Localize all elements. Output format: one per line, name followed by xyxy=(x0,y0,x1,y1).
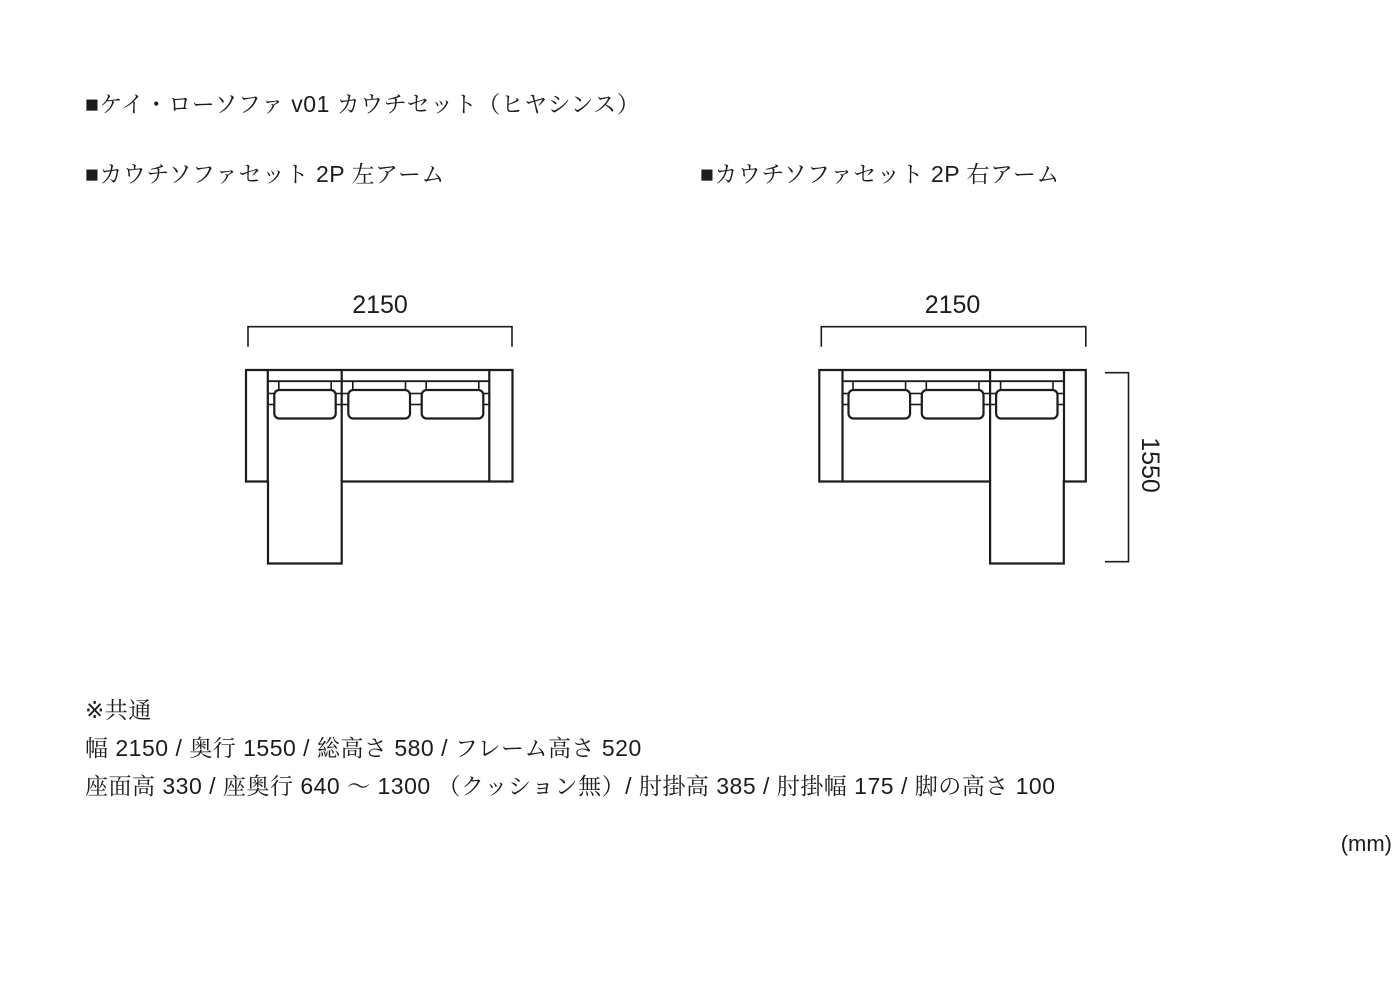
common-specs-block xyxy=(85,691,1056,805)
right-width-dimension-bracket xyxy=(821,327,1086,347)
specs-heading: ※共通 xyxy=(85,697,152,723)
sofa-top-view-left-arm xyxy=(246,370,513,564)
left-arm-couch-diagram xyxy=(240,285,540,585)
specs-line-2: 座面高 330 / 座奥行 640 ～ 1300 （クッション無）/ 肘掛高 385 / 肘掛幅 175 / 脚の高さ 100 xyxy=(85,773,1056,799)
right-diagram-caption: ■カウチソファセット 2P 右アーム xyxy=(700,161,1060,187)
page-title: ■ケイ・ローソファ v01 カウチセット（ヒヤシンス） xyxy=(85,91,641,117)
specs-line-1: 幅 2150 / 奥行 1550 / 総高さ 580 / フレーム高さ 520 xyxy=(85,735,642,761)
left-diagram-caption: ■カウチソファセット 2P 左アーム xyxy=(85,161,445,187)
left-width-dimension-bracket xyxy=(248,327,512,347)
right-arm-couch-diagram xyxy=(815,285,1170,585)
sofa-top-view-right-arm xyxy=(819,370,1086,564)
unit-label: (mm) xyxy=(1340,831,1392,856)
depth-dimension-bracket xyxy=(1105,373,1129,562)
left-width-dimension-label: 2150 xyxy=(352,291,408,319)
right-width-dimension-label: 2150 xyxy=(924,291,981,319)
depth-dimension-label: 1550 xyxy=(1136,437,1164,493)
